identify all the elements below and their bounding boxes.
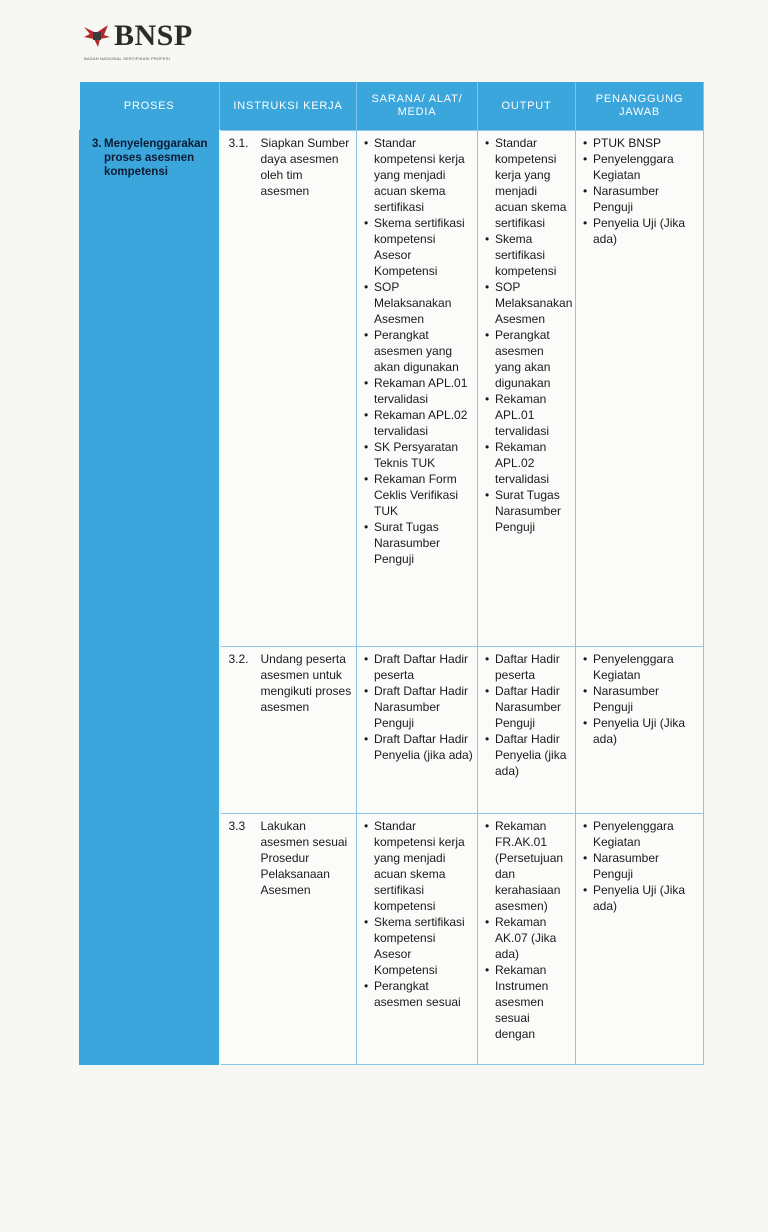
instruction-number: 3.1. bbox=[228, 136, 249, 150]
list-item: • Standar kompetensi kerja yang menjadi acuan skema sertifikasi kompetensi bbox=[361, 818, 473, 914]
output-list bbox=[482, 135, 571, 535]
penanggung-list bbox=[580, 818, 699, 914]
list-item: • Daftar Hadir Narasumber Penguji bbox=[482, 683, 571, 731]
list-item: • Narasumber Penguji bbox=[580, 850, 699, 882]
list-item: • Surat Tugas Narasumber Penguji bbox=[361, 519, 473, 567]
sarana-cell bbox=[357, 647, 478, 814]
list-item: • Draft Daftar Hadir peserta bbox=[361, 651, 473, 683]
instruction-text: Lakukan asesmen sesuai Prosedur Pelaksanaan Asesmen bbox=[260, 819, 348, 897]
list-item: • Daftar Hadir Penyelia (jika ada) bbox=[482, 731, 571, 779]
output-cell bbox=[478, 814, 576, 1065]
sarana-list bbox=[361, 135, 473, 567]
bnsp-logo bbox=[80, 18, 220, 66]
list-item: • Skema sertifikasi kompetensi bbox=[482, 231, 571, 279]
list-item: • Surat Tugas Narasumber Penguji bbox=[482, 487, 571, 535]
logo-subtitle: BADAN NASIONAL SERTIFIKASI PROFESI bbox=[84, 56, 170, 61]
output-list bbox=[482, 651, 571, 779]
list-item: • Draft Daftar Hadir Penyelia (jika ada) bbox=[361, 731, 473, 763]
output-cell bbox=[478, 131, 576, 647]
header-proses: PROSES bbox=[80, 82, 220, 131]
penanggung-cell bbox=[576, 814, 704, 1065]
instruction-text: Siapkan Sumber daya asesmen oleh tim asesmen bbox=[260, 136, 350, 198]
procedure-table bbox=[79, 82, 704, 1065]
list-item: • Narasumber Penguji bbox=[580, 683, 699, 715]
list-item: • Skema sertifikasi kompetensi Asesor Kompetensi bbox=[361, 914, 473, 978]
list-item: • Perangkat asesmen yang akan digunakan bbox=[361, 327, 473, 375]
proses-number: 3. bbox=[92, 138, 102, 150]
list-item: • SOP Melaksanakan Asesmen bbox=[361, 279, 473, 327]
header-instruksi-kerja: INSTRUKSI KERJA bbox=[220, 82, 357, 131]
list-item: • Standar kompetensi kerja yang menjadi acuan skema sertifikasi bbox=[482, 135, 571, 231]
list-item: • Rekaman AK.07 (Jika ada) bbox=[482, 914, 571, 962]
list-item: • Rekaman APL.01 tervalidasi bbox=[482, 391, 571, 439]
penanggung-cell bbox=[576, 131, 704, 647]
header-penanggung-jawab: PENANGGUNG JAWAB bbox=[576, 82, 704, 131]
list-item: • Penyelenggara Kegiatan bbox=[580, 151, 699, 183]
penanggung-list bbox=[580, 135, 699, 247]
list-item: • Penyelia Uji (Jika ada) bbox=[580, 715, 699, 747]
instruction-number: 3.3 bbox=[228, 819, 246, 833]
header-output: OUTPUT bbox=[478, 82, 576, 131]
list-item: • Penyelia Uji (Jika ada) bbox=[580, 215, 699, 247]
list-item: • SOP Melaksanakan Asesmen bbox=[482, 279, 571, 327]
penanggung-cell bbox=[576, 647, 704, 814]
sarana-list bbox=[361, 651, 473, 763]
list-item: • SK Persyaratan Teknis TUK bbox=[361, 439, 473, 471]
garuda-emblem-icon bbox=[82, 23, 112, 49]
list-item: • Daftar Hadir peserta bbox=[482, 651, 571, 683]
instruction-cell bbox=[220, 131, 357, 647]
proses-label: Menyelenggarakan proses asesmen kompetensi bbox=[104, 138, 208, 178]
proses-cell bbox=[80, 131, 220, 1065]
list-item: • Penyelenggara Kegiatan bbox=[580, 651, 699, 683]
list-item: • Rekaman Form Ceklis Verifikasi TUK bbox=[361, 471, 473, 519]
list-item: • Rekaman APL.01 tervalidasi bbox=[361, 375, 473, 407]
list-item: • Rekaman APL.02 tervalidasi bbox=[361, 407, 473, 439]
list-item: • Standar kompetensi kerja yang menjadi acuan skema sertifikasi bbox=[361, 135, 473, 215]
list-item: • Penyelia Uji (Jika ada) bbox=[580, 882, 699, 914]
list-item: • Perangkat asesmen yang akan digunakan bbox=[482, 327, 571, 391]
list-item: • Rekaman APL.02 tervalidasi bbox=[482, 439, 571, 487]
table-header-row bbox=[80, 82, 704, 131]
list-item: • Penyelenggara Kegiatan bbox=[580, 818, 699, 850]
list-item: • PTUK BNSP bbox=[580, 135, 699, 151]
instruction-cell bbox=[220, 814, 357, 1065]
list-item: • Rekaman Instrumen asesmen sesuai dengan bbox=[482, 962, 571, 1042]
list-item: • Rekaman FR.AK.01 (Persetujuan dan kerahasiaan asesmen) bbox=[482, 818, 571, 914]
instruction-number: 3.2. bbox=[228, 652, 249, 666]
list-item: • Draft Daftar Hadir Narasumber Penguji bbox=[361, 683, 473, 731]
sarana-cell bbox=[357, 131, 478, 647]
logo-wordmark: BNSP bbox=[114, 19, 193, 52]
instruction-cell bbox=[220, 647, 357, 814]
output-cell bbox=[478, 647, 576, 814]
penanggung-list bbox=[580, 651, 699, 747]
instruction-text: Undang peserta asesmen untuk mengikuti proses asesmen bbox=[260, 652, 352, 714]
header-sarana-alat-media: SARANA/ ALAT/ MEDIA bbox=[357, 82, 478, 131]
list-item: • Skema sertifikasi kompetensi Asesor Kompetensi bbox=[361, 215, 473, 279]
sarana-cell bbox=[357, 814, 478, 1065]
output-list bbox=[482, 818, 571, 1042]
list-item: • Perangkat asesmen sesuai bbox=[361, 978, 473, 1010]
list-item: • Narasumber Penguji bbox=[580, 183, 699, 215]
table-row bbox=[80, 131, 704, 647]
sarana-list bbox=[361, 818, 473, 1010]
